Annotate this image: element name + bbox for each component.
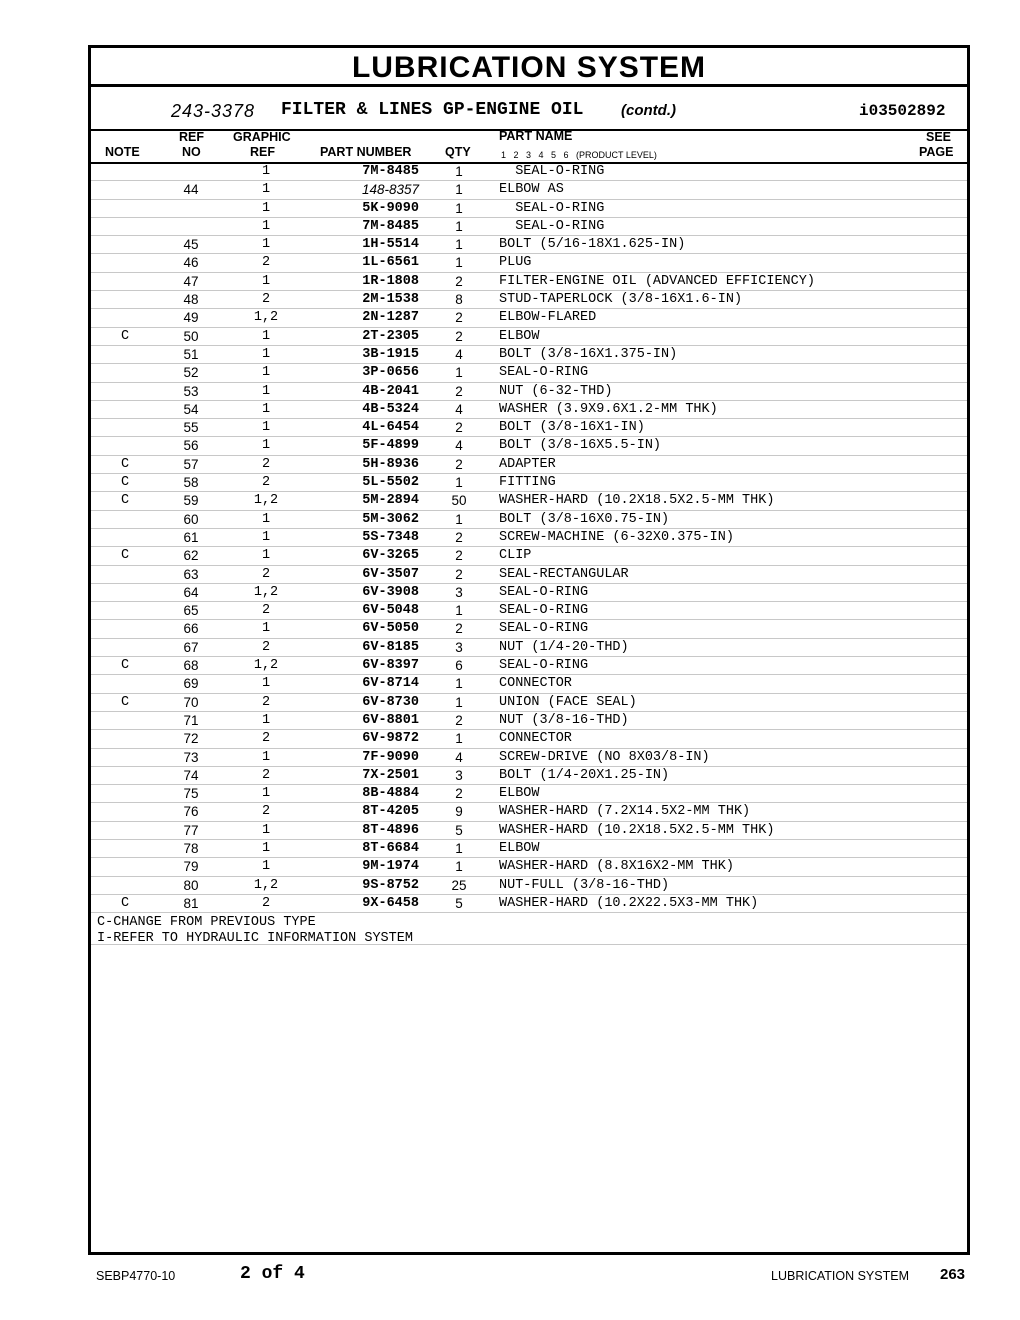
header-graphic: GRAPHIC [233, 130, 291, 144]
part-number-cell: 4L-6454 [362, 420, 419, 436]
header-part-name: PART NAME [499, 129, 573, 143]
graphic-ref-cell: 2 [261, 731, 271, 747]
graphic-ref-cell: 2 [261, 694, 271, 710]
note-line: I-REFER TO HYDRAULIC INFORMATION SYSTEM [97, 930, 413, 946]
part-number-cell: 1H-5514 [362, 237, 419, 253]
graphic-ref-cell: 1 [261, 786, 271, 802]
part-name-cell: WASHER-HARD (7.2X14.5X2-MM THK) [499, 804, 751, 820]
qty-cell: 2 [455, 529, 463, 545]
part-name-cell: SEAL-O-RING [499, 621, 589, 637]
part-name-cell: CLIP [499, 548, 532, 564]
graphic-ref-cell: 2 [261, 804, 271, 820]
ref-no-cell: 58 [183, 475, 199, 491]
ref-no-cell: 52 [183, 365, 199, 381]
qty-cell: 5 [455, 822, 463, 838]
part-number-cell: 6V-5050 [362, 621, 419, 637]
table-row [91, 328, 967, 346]
part-name-cell: CONNECTOR [499, 731, 572, 747]
ref-no-cell: 63 [183, 566, 199, 582]
header-graphic-ref: REF [250, 145, 275, 159]
qty-cell: 9 [455, 804, 463, 820]
graphic-ref-cell: 2 [261, 292, 271, 308]
group-number: 243-3378 [171, 101, 256, 121]
part-number-cell: 148-8357 [361, 182, 419, 198]
part-name-cell: BOLT (3/8-16X5.5-IN) [499, 438, 662, 454]
table-row [91, 620, 967, 638]
part-name-cell: FILTER-ENGINE OIL (ADVANCED EFFICIENCY) [499, 273, 815, 289]
table-row [91, 566, 967, 584]
table-row [91, 712, 967, 730]
qty-cell: 1 [455, 365, 463, 381]
table-row [91, 291, 967, 309]
table-row [91, 218, 967, 236]
part-name-cell: FITTING [499, 475, 556, 491]
qty-cell: 4 [455, 346, 463, 362]
part-name-cell: SEAL-O-RING [499, 658, 589, 674]
part-name-cell: UNION (FACE SEAL) [499, 694, 637, 710]
ref-no-cell: 48 [183, 292, 199, 308]
graphic-ref-cell: 1,2 [253, 584, 279, 600]
part-number-cell: 5L-5502 [362, 475, 419, 491]
graphic-ref-cell: 1 [261, 529, 271, 545]
table-row [91, 200, 967, 218]
part-name-cell: CONNECTOR [499, 676, 572, 692]
table-row [91, 694, 967, 712]
ref-no-cell: 50 [183, 328, 199, 344]
ref-no-cell: 44 [183, 182, 199, 198]
footer-section: LUBRICATION SYSTEM [771, 1269, 909, 1283]
ref-no-cell: 65 [183, 603, 199, 619]
table-row [91, 767, 967, 785]
part-number-cell: 9M-1974 [362, 859, 419, 875]
graphic-ref-cell: 1,2 [253, 658, 279, 674]
part-number-cell: 2T-2305 [362, 328, 419, 344]
part-number-cell: 2N-1287 [362, 310, 419, 326]
qty-cell: 2 [455, 383, 463, 399]
part-number-cell: 6V-3265 [362, 548, 419, 564]
graphic-ref-cell: 1 [261, 401, 271, 417]
part-name-cell: BOLT (5/16-18X1.625-IN) [499, 237, 686, 253]
ref-no-cell: 64 [183, 584, 199, 600]
part-name-cell: WASHER (3.9X9.6X1.2-MM THK) [499, 401, 718, 417]
table-row [91, 547, 967, 565]
ref-no-cell: 73 [183, 749, 199, 765]
table-row [91, 383, 967, 401]
part-number-cell: 7M-8485 [362, 218, 419, 234]
qty-cell: 2 [455, 456, 463, 472]
qty-cell: 1 [455, 475, 463, 491]
ref-no-cell: 67 [183, 639, 199, 655]
ref-no-cell: 79 [183, 859, 199, 875]
qty-cell: 1 [455, 182, 463, 198]
part-number-cell: 6V-8730 [362, 694, 419, 710]
qty-cell: 1 [455, 255, 463, 271]
group-name: FILTER & LINES GP-ENGINE OIL [281, 100, 584, 120]
table-row [91, 895, 967, 913]
table-row [91, 511, 967, 529]
qty-cell: 1 [455, 859, 463, 875]
table-row [91, 236, 967, 254]
part-number-cell: 8T-4205 [362, 804, 419, 820]
graphic-ref-cell: 2 [261, 566, 271, 582]
part-name-cell: BOLT (3/8-16X0.75-IN) [499, 511, 670, 527]
section-title: LUBRICATION SYSTEM [91, 48, 967, 87]
part-number-cell: 3B-1915 [362, 346, 419, 362]
part-number-cell: 8B-4884 [362, 786, 419, 802]
part-name-cell: BOLT (3/8-16X1.375-IN) [499, 346, 678, 362]
qty-cell: 1 [455, 218, 463, 234]
ref-no-cell: 60 [183, 511, 199, 527]
ref-no-cell: 46 [183, 255, 199, 271]
table-row [91, 858, 967, 876]
part-name-cell: ELBOW AS [499, 182, 564, 198]
table-row [91, 346, 967, 364]
part-name-cell: NUT (1/4-20-THD) [499, 639, 629, 655]
part-number-cell: 4B-5324 [362, 401, 419, 417]
table-row [91, 584, 967, 602]
qty-cell: 4 [455, 401, 463, 417]
qty-cell: 2 [455, 420, 463, 436]
table-row [91, 602, 967, 620]
ref-no-cell: 56 [183, 438, 199, 454]
graphic-ref-cell: 2 [261, 475, 271, 491]
qty-cell: 8 [455, 292, 463, 308]
ref-no-cell: 53 [183, 383, 199, 399]
table-row [91, 749, 967, 767]
part-name-cell: SCREW-DRIVE (NO 8X03/8-IN) [499, 749, 710, 765]
qty-cell: 3 [455, 639, 463, 655]
ref-no-cell: 54 [183, 401, 199, 417]
part-number-cell: 7F-9090 [362, 749, 419, 765]
table-row [91, 254, 967, 272]
table-row [91, 456, 967, 474]
graphic-ref-cell: 1 [261, 511, 271, 527]
graphic-ref-cell: 2 [261, 456, 271, 472]
part-name-cell: WASHER-HARD (10.2X22.5X3-MM THK) [499, 895, 759, 911]
graphic-ref-cell: 1 [261, 676, 271, 692]
footer-page-of: 2 of 4 [240, 1264, 305, 1284]
ref-no-cell: 69 [183, 676, 199, 692]
ref-no-cell: 80 [183, 877, 199, 893]
header-part-number: PART NUMBER [320, 145, 412, 159]
header-see: SEE [926, 130, 952, 144]
table-row [91, 675, 967, 693]
graphic-ref-cell: 1,2 [253, 310, 279, 326]
part-number-cell: 5F-4899 [362, 438, 419, 454]
graphic-ref-cell: 1 [261, 200, 271, 216]
table-row [91, 401, 967, 419]
header-no: NO [182, 145, 201, 159]
part-number-cell: 5K-9090 [362, 200, 419, 216]
graphic-ref-cell: 2 [261, 603, 271, 619]
part-name-cell: ADAPTER [499, 456, 556, 472]
table-row [91, 163, 967, 181]
ref-no-cell: 81 [183, 895, 199, 911]
table-row [91, 803, 967, 821]
header-page: PAGE [919, 145, 954, 159]
graphic-ref-cell: 1 [261, 237, 271, 253]
table-row [91, 785, 967, 803]
note-line: C-CHANGE FROM PREVIOUS TYPE [97, 915, 316, 931]
qty-cell: 5 [455, 895, 463, 911]
graphic-ref-cell: 1 [261, 164, 271, 179]
table-row [91, 419, 967, 437]
graphic-ref-cell: 2 [261, 895, 271, 911]
ref-no-cell: 76 [183, 804, 199, 820]
graphic-ref-cell: 1 [261, 182, 271, 198]
graphic-ref-cell: 1 [261, 218, 271, 234]
footer-doc-id: SEBP4770-10 [96, 1269, 176, 1283]
ref-no-cell: 62 [183, 548, 199, 564]
part-name-cell: NUT (6-32-THD) [499, 383, 613, 399]
footer-page-number: 263 [940, 1266, 966, 1283]
table-row [91, 273, 967, 291]
part-name-cell: SEAL-O-RING [499, 584, 589, 600]
note-cell: C [120, 658, 130, 674]
ref-no-cell: 72 [183, 731, 199, 747]
part-name-cell: SEAL-O-RING [499, 200, 605, 216]
part-name-cell: BOLT (1/4-20X1.25-IN) [499, 767, 670, 783]
part-number-cell: 1R-1808 [362, 273, 419, 289]
table-row [91, 181, 967, 199]
qty-cell: 1 [455, 676, 463, 692]
table-row [91, 474, 967, 492]
qty-cell: 1 [455, 164, 463, 179]
part-number-cell: 2M-1538 [362, 292, 419, 308]
ref-no-cell: 75 [183, 786, 199, 802]
part-name-cell: SEAL-O-RING [499, 365, 589, 381]
header-ref: REF [179, 130, 204, 144]
qty-cell: 2 [455, 712, 463, 728]
ref-no-cell: 77 [183, 822, 199, 838]
part-number-cell: 6V-3507 [362, 566, 419, 582]
graphic-ref-cell: 1 [261, 365, 271, 381]
qty-cell: 1 [455, 511, 463, 527]
parts-page-frame [88, 45, 970, 1255]
ref-no-cell: 45 [183, 237, 199, 253]
part-number-cell: 7X-2501 [362, 767, 419, 783]
graphic-ref-cell: 2 [261, 639, 271, 655]
graphic-ref-cell: 1 [261, 346, 271, 362]
part-number-cell: 7M-8485 [362, 164, 419, 179]
part-name-cell: ELBOW [499, 840, 540, 856]
header-qty: QTY [445, 145, 471, 159]
qty-cell: 2 [455, 548, 463, 564]
illustration-id: i03502892 [859, 102, 946, 120]
part-name-cell: SCREW-MACHINE (6-32X0.375-IN) [499, 529, 734, 545]
note-cell: C [120, 328, 130, 344]
graphic-ref-cell: 1 [261, 749, 271, 765]
part-number-cell: 6V-8801 [362, 712, 419, 728]
qty-cell: 50 [451, 493, 467, 509]
table-row [91, 309, 967, 327]
table-row [91, 730, 967, 748]
ref-no-cell: 47 [183, 273, 199, 289]
graphic-ref-cell: 2 [261, 255, 271, 271]
part-name-cell: WASHER-HARD (8.8X16X2-MM THK) [499, 859, 734, 875]
part-number-cell: 6V-8397 [362, 658, 419, 674]
part-number-cell: 9X-6458 [362, 895, 419, 911]
graphic-ref-cell: 1,2 [253, 493, 279, 509]
part-number-cell: 1L-6561 [362, 255, 419, 271]
part-name-cell: ELBOW [499, 328, 540, 344]
part-number-cell: 6V-9872 [362, 731, 419, 747]
qty-cell: 6 [455, 658, 463, 674]
table-row [91, 877, 967, 895]
part-number-cell: 8T-6684 [362, 840, 419, 856]
qty-cell: 4 [455, 749, 463, 765]
part-number-cell: 9S-8752 [362, 877, 419, 893]
table-row [91, 822, 967, 840]
part-name-cell: BOLT (3/8-16X1-IN) [499, 420, 645, 436]
continued-label: (contd.) [621, 102, 676, 119]
qty-cell: 2 [455, 310, 463, 326]
qty-cell: 1 [455, 603, 463, 619]
part-name-cell: STUD-TAPERLOCK (3/8-16X1.6-IN) [499, 292, 743, 308]
graphic-ref-cell: 1 [261, 420, 271, 436]
parts-table [91, 163, 967, 945]
note-cell: C [120, 475, 130, 491]
ref-no-cell: 74 [183, 767, 199, 783]
header-note: NOTE [105, 145, 140, 159]
part-number-cell: 6V-5048 [362, 603, 419, 619]
part-name-cell: SEAL-O-RING [499, 164, 605, 179]
part-name-cell: PLUG [499, 255, 532, 271]
ref-no-cell: 71 [183, 712, 199, 728]
graphic-ref-cell: 1 [261, 859, 271, 875]
table-row [91, 657, 967, 675]
part-number-cell: 6V-3908 [362, 584, 419, 600]
ref-no-cell: 66 [183, 621, 199, 637]
ref-no-cell: 78 [183, 840, 199, 856]
product-level-legend: 1 2 3 4 5 6 (PRODUCT LEVEL) [501, 150, 657, 160]
table-row [91, 639, 967, 657]
ref-no-cell: 68 [183, 658, 199, 674]
qty-cell: 2 [455, 566, 463, 582]
part-number-cell: 5M-2894 [362, 493, 419, 509]
part-name-cell: ELBOW-FLARED [499, 310, 597, 326]
note-cell: C [120, 548, 130, 564]
qty-cell: 2 [455, 621, 463, 637]
part-name-cell: WASHER-HARD (10.2X18.5X2.5-MM THK) [499, 822, 775, 838]
qty-cell: 2 [455, 273, 463, 289]
graphic-ref-cell: 1 [261, 822, 271, 838]
part-name-cell: NUT (3/8-16-THD) [499, 712, 629, 728]
part-name-cell: WASHER-HARD (10.2X18.5X2.5-MM THK) [499, 493, 775, 509]
qty-cell: 3 [455, 767, 463, 783]
graphic-ref-cell: 1 [261, 383, 271, 399]
table-row [91, 492, 967, 510]
qty-cell: 25 [451, 877, 467, 893]
graphic-ref-cell: 1 [261, 328, 271, 344]
graphic-ref-cell: 2 [261, 767, 271, 783]
graphic-ref-cell: 1 [261, 438, 271, 454]
qty-cell: 1 [455, 840, 463, 856]
ref-no-cell: 55 [183, 420, 199, 436]
graphic-ref-cell: 1 [261, 273, 271, 289]
part-number-cell: 6V-8714 [362, 676, 419, 692]
group-header [91, 87, 967, 131]
ref-no-cell: 51 [183, 346, 199, 362]
graphic-ref-cell: 1 [261, 621, 271, 637]
qty-cell: 1 [455, 731, 463, 747]
ref-no-cell: 57 [183, 456, 199, 472]
ref-no-cell: 59 [183, 493, 199, 509]
part-number-cell: 4B-2041 [362, 383, 419, 399]
graphic-ref-cell: 1 [261, 712, 271, 728]
part-name-cell: SEAL-O-RING [499, 603, 589, 619]
note-cell: C [120, 456, 130, 472]
qty-cell: 2 [455, 328, 463, 344]
graphic-ref-cell: 1 [261, 548, 271, 564]
part-number-cell: 6V-8185 [362, 639, 419, 655]
note-cell: C [120, 493, 130, 509]
qty-cell: 4 [455, 438, 463, 454]
note-cell: C [120, 694, 130, 710]
graphic-ref-cell: 1 [261, 840, 271, 856]
qty-cell: 1 [455, 200, 463, 216]
qty-cell: 1 [455, 237, 463, 253]
table-row [91, 529, 967, 547]
part-number-cell: 5H-8936 [362, 456, 419, 472]
ref-no-cell: 49 [183, 310, 199, 326]
part-number-cell: 5S-7348 [362, 529, 419, 545]
note-cell: C [120, 895, 130, 911]
ref-no-cell: 70 [183, 694, 199, 710]
graphic-ref-cell: 1,2 [253, 877, 279, 893]
table-row [91, 364, 967, 382]
qty-cell: 1 [455, 694, 463, 710]
qty-cell: 2 [455, 786, 463, 802]
part-name-cell: SEAL-RECTANGULAR [499, 566, 629, 582]
notes-block [91, 913, 967, 945]
ref-no-cell: 61 [183, 529, 199, 545]
table-row [91, 437, 967, 455]
part-name-cell: ELBOW [499, 786, 540, 802]
part-number-cell: 5M-3062 [362, 511, 419, 527]
part-name-cell: NUT-FULL (3/8-16-THD) [499, 877, 670, 893]
qty-cell: 3 [455, 584, 463, 600]
part-number-cell: 8T-4896 [362, 822, 419, 838]
part-number-cell: 3P-0656 [362, 365, 419, 381]
table-row [91, 840, 967, 858]
part-name-cell: SEAL-O-RING [499, 218, 605, 234]
